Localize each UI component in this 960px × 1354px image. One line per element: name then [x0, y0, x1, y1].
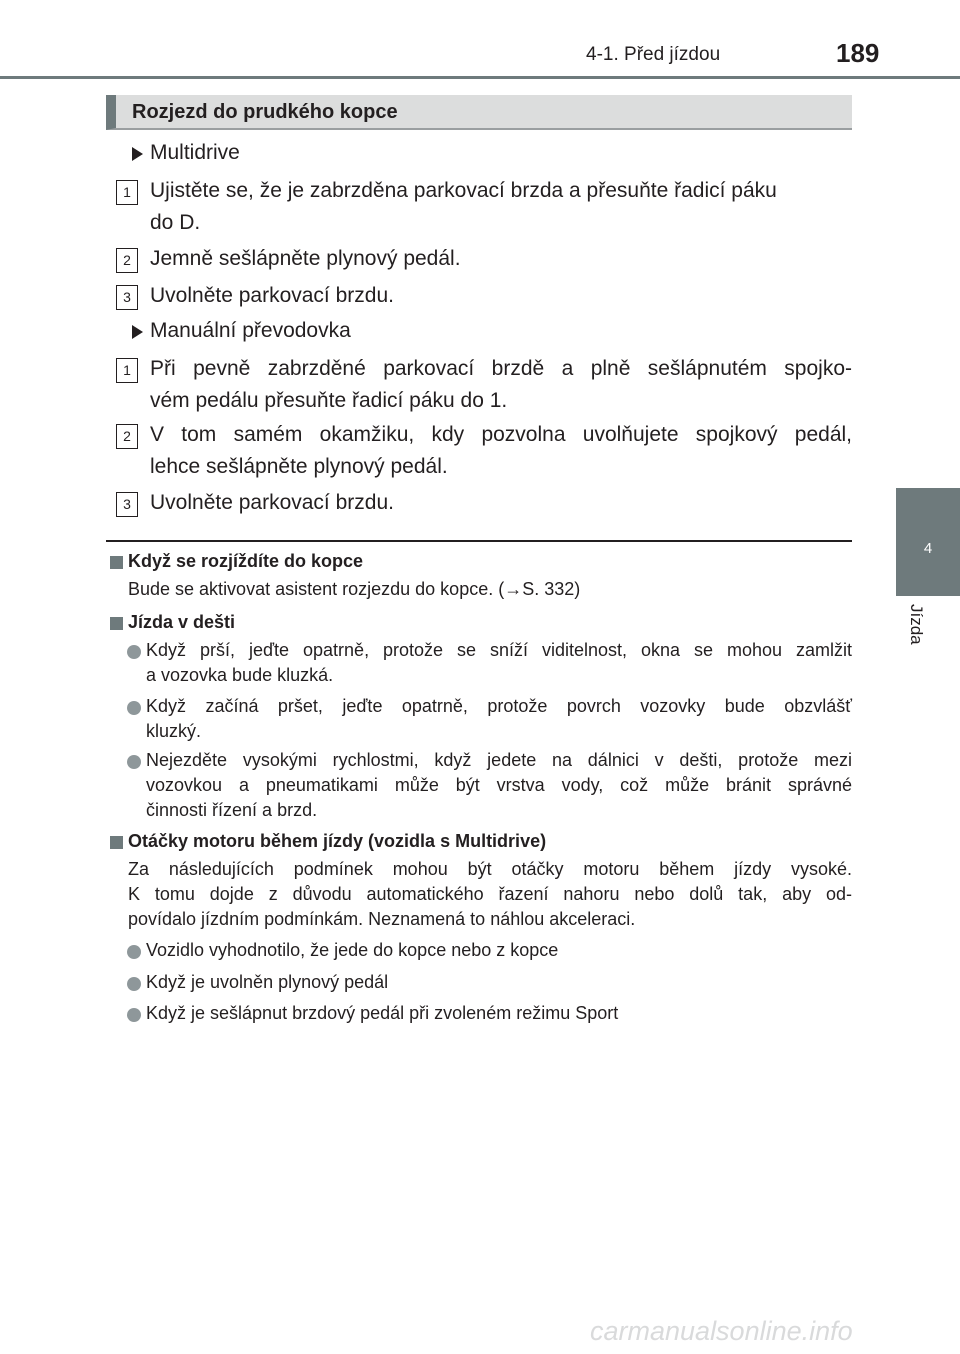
step-number-box: 2: [116, 248, 138, 273]
header-section-title: 4-1. Před jízdou: [586, 44, 721, 65]
round-bullet-icon: [127, 645, 141, 659]
note-text: Bude se aktivovat asistent rozjezdu do kopce. (→S. 332): [128, 579, 581, 599]
chapter-label: [904, 604, 926, 664]
step-text: lehce sešlápněte plynový pedál.: [150, 455, 448, 478]
triangle-arrow-icon: [132, 325, 143, 339]
round-bullet-icon: [127, 977, 141, 991]
watermark: carmanualsonline.info: [590, 1316, 853, 1346]
round-bullet-icon: [127, 701, 141, 715]
multidrive-label: Multidrive: [150, 141, 240, 164]
chapter-label-text: Jízda: [907, 604, 926, 645]
step-text: Ujistěte se, že je zabrzděna parkovací brzda a přesuňte řadicí páku: [150, 179, 777, 202]
page-number: 189: [836, 38, 880, 68]
step-number-box: 3: [116, 492, 138, 517]
square-bullet-icon: [110, 556, 123, 569]
bullet-text: Když je uvolněn plynový pedál: [146, 972, 389, 992]
bullet-text: Když je sešlápnut brzdový pedál při zvoleném režimu Sport: [146, 1003, 619, 1023]
note-heading: Otáčky motoru během jízdy (vozidla s Multidrive): [128, 831, 547, 851]
step-text: do D.: [150, 211, 201, 234]
step-text: vém pedálu přesuňte řadicí páku do 1.: [150, 389, 508, 412]
note-text: povídalo jízdním podmínkám. Neznamená to náhlou akceleraci.: [128, 909, 636, 929]
step-text: Při pevně zabrzděné parkovací brzdě a plně sešlápnutém spojko-: [150, 357, 852, 380]
note-text: K tomu dojde z důvodu automatického řazení nahoru nebo dolů tak, aby od-: [128, 884, 852, 904]
bullet-text: Nejezděte vysokými rychlostmi, když jedete na dálnici v dešti, protože mezi: [146, 750, 852, 770]
bullet-text: činnosti řízení a brzd.: [146, 800, 318, 820]
section-title: Rozjezd do prudkého kopce: [132, 101, 398, 123]
manual-label: Manuální převodovka: [150, 319, 351, 342]
step-number-box: 1: [116, 358, 138, 383]
chapter-tab[interactable]: [896, 488, 960, 596]
triangle-arrow-icon: [132, 147, 143, 161]
step-text: Uvolněte parkovací brzdu.: [150, 491, 394, 514]
note-heading: Jízda v dešti: [128, 612, 236, 632]
step-number-box: 2: [116, 424, 138, 449]
round-bullet-icon: [127, 1008, 141, 1022]
header-rule: [0, 76, 960, 79]
bullet-text: Vozidlo vyhodnotilo, že jede do kopce nebo z kopce: [146, 940, 559, 960]
step-text: Uvolněte parkovací brzdu.: [150, 284, 394, 307]
note-heading: Když se rozjíždíte do kopce: [128, 551, 364, 571]
round-bullet-icon: [127, 755, 141, 769]
bullet-text: vozovkou a pneumatikami může být vrstva vody, což může bránit správné: [146, 775, 852, 795]
square-bullet-icon: [110, 836, 123, 849]
bullet-text: Když začíná pršet, jeďte opatrně, protože povrch vozovky bude obzvlášť: [146, 696, 852, 716]
section-divider: [106, 540, 852, 542]
bullet-text: kluzký.: [146, 721, 202, 741]
square-bullet-icon: [110, 617, 123, 630]
step-number-box: 1: [116, 180, 138, 205]
bullet-text: Když prší, jeďte opatrně, protože se sníží viditelnost, okna se mohou zamlžit: [146, 640, 852, 660]
bullet-text: a vozovka bude kluzká.: [146, 665, 334, 685]
section-title-bar: [106, 95, 852, 130]
step-text: Jemně sešlápněte plynový pedál.: [150, 247, 461, 270]
chapter-number: 4: [923, 540, 933, 557]
step-text: V tom samém okamžiku, kdy pozvolna uvolňujete spojkový pedál,: [150, 423, 852, 446]
note-text: Za následujících podmínek mohou být otáčky motoru během jízdy vysoké.: [128, 859, 852, 879]
step-number-box: 3: [116, 285, 138, 310]
round-bullet-icon: [127, 945, 141, 959]
